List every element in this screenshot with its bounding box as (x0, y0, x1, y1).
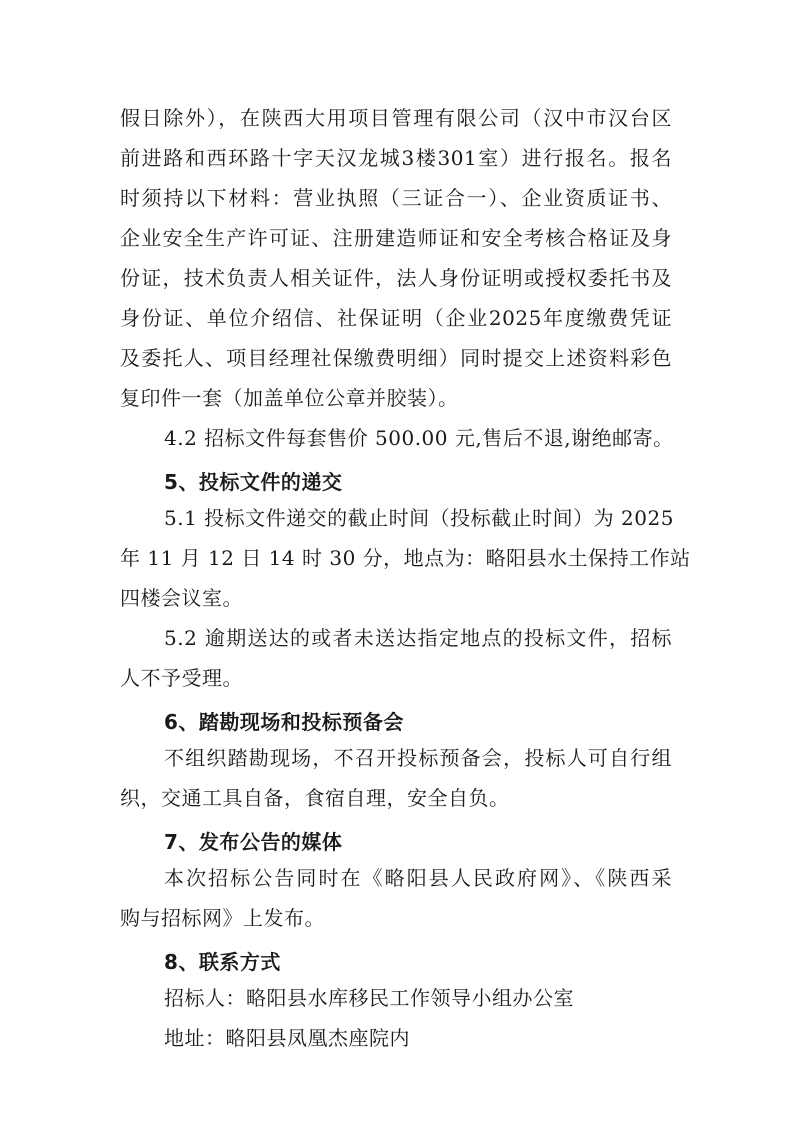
paragraph-line: 招标人：略阳县水库移民工作领导小组办公室 (164, 986, 574, 1010)
paragraph-line: 前进路和西环路十字天汉龙城3楼301室）进行报名。报名 (120, 146, 672, 170)
paragraph-line: 份证，技术负责人相关证件，法人身份证明或授权委托书及 (120, 266, 672, 290)
paragraph-line: 5.2 逾期送达的或者未送达指定地点的投标文件，招标 (164, 626, 672, 650)
paragraph-line: 企业安全生产许可证、注册建造师证和安全考核合格证及身 (120, 226, 672, 250)
paragraph-line: 身份证、单位介绍信、社保证明（企业2025年度缴费凭证 (120, 306, 672, 330)
paragraph-line: 购与招标网》上发布。 (120, 906, 325, 930)
section-heading: 5、投标文件的递交 (164, 470, 343, 494)
paragraph-line: 织，交通工具自备，食宿自理，安全自负。 (120, 786, 510, 810)
paragraph-line: 时须持以下材料：营业执照（三证合一）、企业资质证书、 (120, 186, 672, 210)
paragraph-line: 4.2 招标文件每套售价 500.00 元,售后不退,谢绝邮寄。 (164, 426, 674, 450)
paragraph-line: 地址：略阳县凤凰杰座院内 (164, 1026, 410, 1050)
paragraph-line: 假日除外），在陕西大用项目管理有限公司（汉中市汉台区 (120, 106, 672, 130)
paragraph-line: 年 11 月 12 日 14 时 30 分，地点为：略阳县水土保持工作站 (120, 546, 691, 570)
section-heading: 6、踏勘现场和投标预备会 (164, 710, 404, 734)
paragraph-line: 人不予受理。 (120, 666, 243, 690)
paragraph-line: 5.1 投标文件递交的截止时间（投标截止时间）为 2025 (164, 506, 674, 530)
section-heading: 8、联系方式 (164, 950, 281, 974)
paragraph-line: 本次招标公告同时在《略阳县人民政府网》、《陕西采 (164, 866, 672, 890)
paragraph-line: 复印件一套（加盖单位公章并胶装）。 (120, 386, 459, 410)
paragraph-line: 四楼会议室。 (120, 586, 243, 610)
paragraph-line: 及委托人、项目经理社保缴费明细）同时提交上述资料彩色 (120, 346, 672, 370)
paragraph-line: 不组织踏勘现场，不召开投标预备会，投标人可自行组 (164, 746, 672, 770)
section-heading: 7、发布公告的媒体 (164, 830, 343, 854)
